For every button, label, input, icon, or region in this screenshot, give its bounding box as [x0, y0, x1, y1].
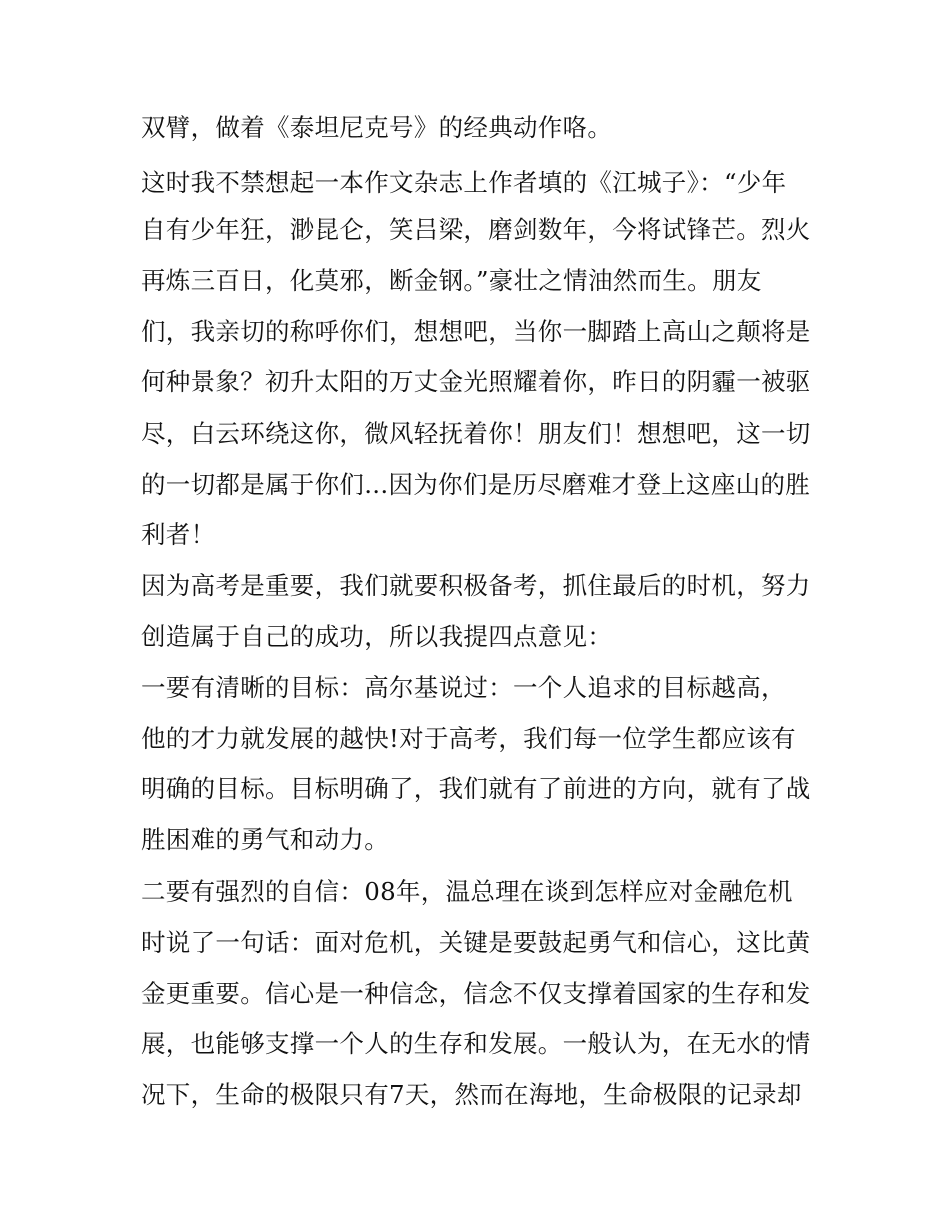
text-line: 再炼三百日，化莫邪，断金钢。”豪壮之情油然而生。朋友 — [141, 266, 762, 295]
text-line: 创造属于自己的成功，所以我提四点意见： — [141, 622, 613, 651]
text-line: 明确的目标。目标明确了，我们就有了前进的方向，就有了战 — [141, 774, 811, 803]
text-line: 何种景象？初升太阳的万丈金光照耀着你，昨日的阴霾一被驱 — [141, 367, 811, 396]
text-line: 自有少年狂，渺昆仑，笑吕梁，磨剑数年，今将试锋芒。烈火 — [141, 215, 811, 244]
text-line: 展，也能够支撑一个人的生存和发展。一般认为，在无水的情 — [141, 1029, 811, 1058]
text-line: 尽，白云环绕这你，微风轻抚着你！朋友们！想想吧，这一切 — [141, 419, 811, 448]
text-line: 因为高考是重要，我们就要积极备考，抓住最后的时机，努力 — [141, 571, 811, 600]
text-line: 们，我亲切的称呼你们，想想吧，当你一脚踏上高山之颠将是 — [141, 317, 811, 346]
text-line: 时说了一句话：面对危机，关键是要鼓起勇气和信心，这比黄 — [141, 928, 811, 957]
text-line: 他的才力就发展的越快!对于高考，我们每一位学生都应该有 — [141, 724, 796, 753]
text-line: 双臂，做着《泰坦尼克号》的经典动作咯。 — [141, 113, 613, 142]
text-line: 金更重要。信心是一种信念，信念不仅支撑着国家的生存和发 — [141, 979, 811, 1008]
text-line: 二要有强烈的自信：08年，温总理在谈到怎样应对金融危机 — [141, 877, 793, 906]
text-line: 况下，生命的极限只有7天，然而在海地，生命极限的记录却 — [141, 1080, 802, 1109]
text-line: 胜困难的勇气和动力。 — [141, 825, 389, 854]
text-line: 一要有清晰的目标：高尔基说过：一个人追求的目标越高， — [141, 673, 786, 702]
text-line: 利者！ — [141, 520, 216, 549]
text-line: 这时我不禁想起一本作文杂志上作者填的《江城子》：“少年 — [141, 168, 787, 197]
text-line: 的一切都是属于你们...因为你们是历尽磨难才登上这座山的胜 — [141, 470, 811, 499]
